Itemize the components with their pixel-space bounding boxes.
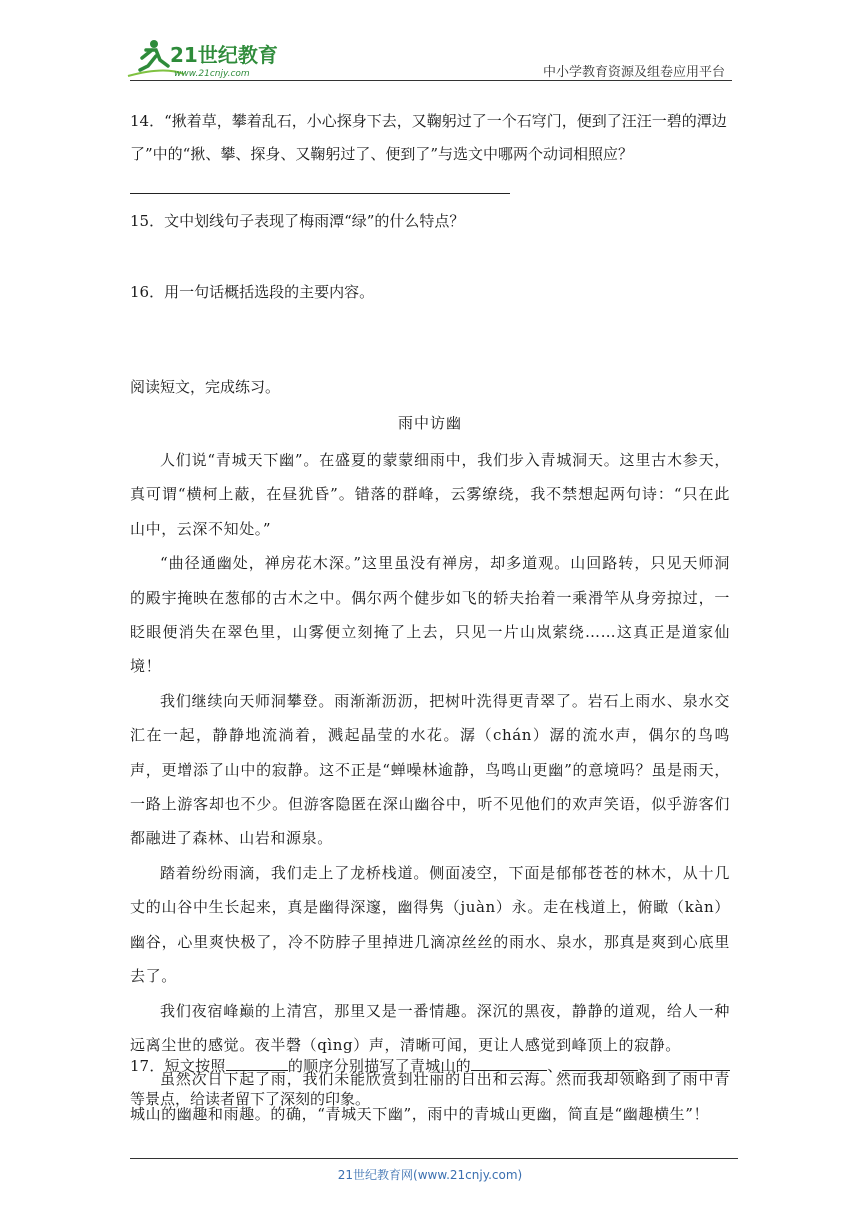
- passage-paragraph: 人们说“青城天下幽”。在盛夏的蒙蒙细雨中，我们步入青城洞天。这里古木参天，真可谓“横柯上蔽，在昼犹昏”。错落的群峰，云雾缭绕，我不禁想起两句诗：“只在此山中，云深不知处。”: [130, 451, 730, 538]
- header-divider: [130, 80, 732, 81]
- footer-divider: [130, 1158, 738, 1159]
- reading-instruction: 阅读短文，完成练习。: [130, 378, 281, 396]
- logo-runner-head: [150, 40, 158, 48]
- passage-paragraph: “曲径通幽处，禅房花木深。”这里虽没有禅房，却多道观。山回路转，只见天师洞的殿宇掩映在葱郁的古木之中。偶尔两个健步如飞的轿夫抬着一乘滑竿从身旁掠过，一眨眼便消失在翠色里，山雾便立刻掩了上去，只见一片山岚萦绕……这真正是道家仙境！: [130, 554, 730, 676]
- q17-blank-spot-3[interactable]: [654, 1055, 730, 1071]
- q17-text-2: 的顺序分别描写了青城山的: [287, 1057, 471, 1075]
- passage-title: 雨中访幽: [397, 414, 462, 432]
- logo-url: www.21cnjy.com: [174, 69, 250, 79]
- q17-text-1: 17．短文按照: [130, 1057, 226, 1075]
- passage-paragraph: 虽然次日下起了雨，我们未能欣赏到壮丽的日出和云海。然而我却领略到了雨中青城山的幽趣和雨趣。的确，“青城天下幽”，雨中的青城山更幽，简直是“幽趣横生”！: [130, 1070, 730, 1123]
- q17-sep-1: 、: [546, 1057, 563, 1075]
- q17-blank-spot-2[interactable]: [562, 1055, 638, 1071]
- passage-paragraph: 我们夜宿峰巅的上清宫，那里又是一番情趣。深沉的黑夜，静静的道观，给人一种远离尘世的感觉。夜半磬（qìng）声，清晰可闻，更让人感觉到峰顶上的寂静。: [130, 1001, 730, 1054]
- logo-runner-body: [140, 50, 168, 70]
- question-17: [130, 1050, 730, 1116]
- answer-line-14: [130, 193, 510, 194]
- q17-blank-order[interactable]: [226, 1055, 288, 1071]
- header-platform-name: 中小学教育资源及组卷应用平台: [542, 65, 725, 80]
- q17-text-3: 等景点，给读者留下了深刻的印象。: [130, 1090, 371, 1108]
- footer-link[interactable]: 21世纪教育网(www.21cnjy.com): [337, 1168, 523, 1182]
- passage-paragraph: 踏着纷纷雨滴，我们走上了龙桥栈道。侧面凌空，下面是郁郁苍苍的林木，从十几丈的山谷中生长起来，真是幽得深邃，幽得隽（juàn）永。走在栈道上，俯瞰（kàn）幽谷，心里爽快极了，冷不防脖子里掉进几滴凉丝丝的雨水、泉水，那真是爽到心底里去了。: [130, 863, 730, 986]
- q17-sep-2: 、: [638, 1057, 654, 1075]
- question-14: 14．“揪着草，攀着乱石，小心探身下去，又鞠躬过了一个石穹门，便到了汪汪一碧的潭边了”中的“揪、攀、探身、又鞠躬过了、便到了”与选文中哪两个动词相照应？: [130, 112, 727, 163]
- q17-blank-spot-1[interactable]: [471, 1055, 547, 1071]
- question-15: 15．文中划线句子表现了梅雨潭“绿”的什么特点？: [130, 212, 465, 230]
- question-16: 16．用一句话概括选段的主要内容。: [130, 283, 375, 301]
- logo-text: 21世纪教育: [170, 43, 278, 67]
- passage-body: [130, 443, 730, 1131]
- passage-paragraph: 我们继续向天师洞攀登。雨渐渐沥沥，把树叶洗得更青翠了。岩石上雨水、泉水交汇在一起，静静地流淌着，溅起晶莹的水花。潺（chán）潺的流水声，偶尔的鸟鸣声，更增添了山中的寂静。这不正是“蝉噪林逾静，鸟鸣山更幽”的意境吗？虽是雨天，一路上游客却也不少。但游客隐匿在深山幽谷中，听不见他们的欢声笑语，似乎游客们都融进了森林、山岩和源泉。: [130, 691, 730, 848]
- site-logo: [124, 36, 294, 82]
